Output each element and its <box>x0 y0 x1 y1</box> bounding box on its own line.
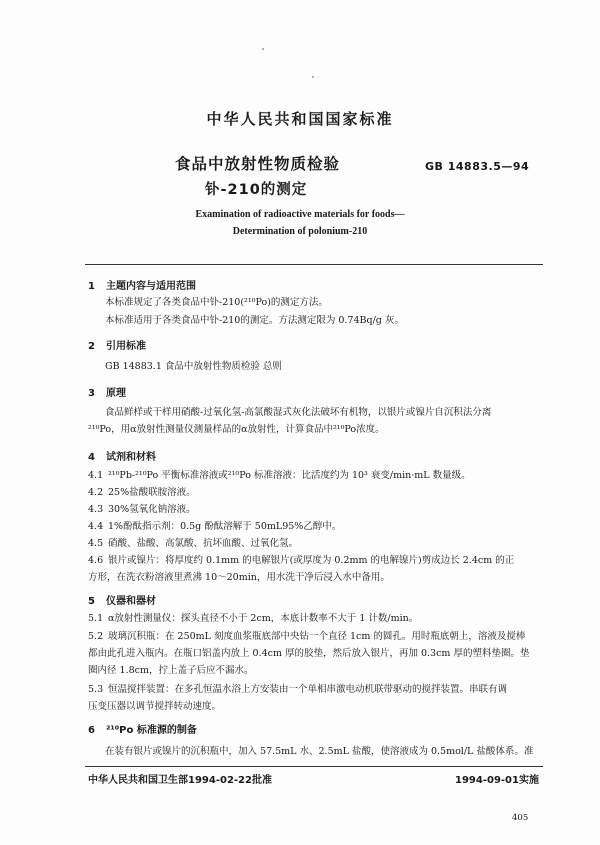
item-text: 30%氢氧化钠溶液。 <box>108 504 196 515</box>
item-text: ²¹⁰Pb-²¹⁰Po 平衡标准溶液或²¹⁰Po 标准溶液：比活度约为 10³ 衰变/min·mL 数量级。 <box>108 470 471 481</box>
section-1-line-1: 本标准规定了各类食品中钋-210(²¹⁰Po)的测定方法。 <box>105 297 328 308</box>
section-2-heading <box>88 337 146 352</box>
approval-date: 中华人民共和国卫生部1994-02-22批准 <box>88 775 272 786</box>
section-number: 4 <box>88 452 95 463</box>
list-item <box>88 535 298 552</box>
item-text: 恒温搅拌装置：在多孔恒温水浴上方安装由一个单相串激电动机联带驱动的搅拌装置。串联有调 <box>108 684 508 695</box>
item-number: 5.3 <box>88 684 104 695</box>
item-text: 硝酸、盐酸、高氯酸、抗坏血酸、过氧化氢。 <box>108 538 299 549</box>
list-item-continuation: 压变压器以调节搅拌转动速度。 <box>88 701 222 712</box>
item-text: 1%酚酞指示剂：0.5g 酚酞溶解于 50mL95%乙醇中。 <box>108 521 342 532</box>
section-3-line-2: ²¹⁰Po，用α放射性测量仪测量样品的α放射性，计算食品中²¹⁰Po浓度。 <box>88 424 385 435</box>
item-number: 4.2 <box>88 487 104 498</box>
section-title: ²¹⁰Po 标准源的制备 <box>106 725 197 736</box>
item-text: 银片或镍片：将厚度约 0.1mm 的电解银片(或厚度为 0.2mm 的电解镍片)剪成边长 2.4cm 的正 <box>108 555 515 566</box>
list-item <box>88 681 507 698</box>
item-text: 玻璃沉积瓶：在 250mL 刻度血浆瓶底部中央钻一个直径 1cm 的圆孔。用时瓶底朝上，溶液及搅棒 <box>108 631 526 642</box>
list-item <box>88 467 471 484</box>
standard-number: GB 14883.5—94 <box>425 160 530 173</box>
list-item <box>88 501 196 518</box>
item-number: 4.3 <box>88 504 104 515</box>
scan-speck <box>262 48 264 50</box>
list-item-continuation: 都由此孔进入瓶内。在瓶口铝盖内放上 0.4cm 厚的胶垫，然后放入银片，再加 0.3cm 厚的塑料垫圈。垫 <box>88 648 530 659</box>
section-5-heading <box>88 592 156 607</box>
issuing-authority: 中华人民共和国国家标准 <box>206 110 394 128</box>
section-number: 2 <box>88 341 95 352</box>
list-item-continuation: 方形，在洗衣粉溶液里煮沸 10～20min，用水洗干净后浸入水中备用。 <box>88 572 390 583</box>
section-6-line: 在装有银片或镍片的沉积瓶中，加入 57.5mL 水、2.5mL 盐酸，使溶液成为 0.5mol/L 盐酸体系。准 <box>105 746 534 757</box>
footer-rule <box>85 766 543 767</box>
list-item <box>88 610 418 627</box>
page-number: 405 <box>512 813 529 823</box>
list-item <box>88 518 341 535</box>
section-title: 原理 <box>106 388 126 399</box>
implementation-date: 1994-09-01实施 <box>455 775 539 786</box>
list-item <box>88 552 514 569</box>
item-number: 5.2 <box>88 631 104 642</box>
section-title: 试剂和材料 <box>106 452 156 463</box>
item-number: 4.1 <box>88 470 104 481</box>
section-title: 主题内容与适用范围 <box>106 281 196 292</box>
english-title-line1: Examination of radioactive materials for foods— <box>195 209 405 220</box>
section-number: 3 <box>88 388 95 399</box>
section-number: 6 <box>88 725 95 736</box>
section-4-heading <box>88 448 156 463</box>
header-rule <box>85 264 543 265</box>
document-subtitle: 钋-210的测定 <box>205 182 308 198</box>
section-title: 引用标准 <box>106 341 146 352</box>
section-3-line-1: 食品鲜样或干样用硝酸-过氧化氢-高氯酸湿式灰化法破坏有机物，以银片或镍片自沉积法分离 <box>105 407 492 418</box>
list-item <box>88 628 525 645</box>
section-title: 仪器和器材 <box>106 596 156 607</box>
english-title-line2: Determination of polonium-210 <box>232 226 368 237</box>
item-number: 4.6 <box>88 555 104 566</box>
item-number: 4.4 <box>88 521 104 532</box>
section-number: 1 <box>88 281 95 292</box>
section-2-line: GB 14883.1 食品中放射性物质检验 总则 <box>105 361 282 372</box>
item-number: 5.1 <box>88 613 104 624</box>
item-number: 4.5 <box>88 538 104 549</box>
list-item-continuation: 圈内径 1.8cm，拧上盖子后应不漏水。 <box>88 665 254 676</box>
list-item <box>88 484 196 501</box>
section-1-line-2: 本标准适用于各类食品中钋-210的测定。方法测定限为 0.74Bq/g 灰。 <box>105 315 404 326</box>
section-number: 5 <box>88 596 95 607</box>
item-text: 25%盐酸联胺溶液。 <box>108 487 196 498</box>
section-6-heading <box>88 721 197 736</box>
item-text: α放射性测量仪：探头直径不小于 2cm，本底计数率不大于 1 计数/min。 <box>108 613 419 624</box>
section-3-heading <box>88 384 126 399</box>
scan-speck <box>312 76 314 78</box>
section-1-heading <box>88 277 196 292</box>
document-title: 食品中放射性物质检验 <box>175 155 341 173</box>
